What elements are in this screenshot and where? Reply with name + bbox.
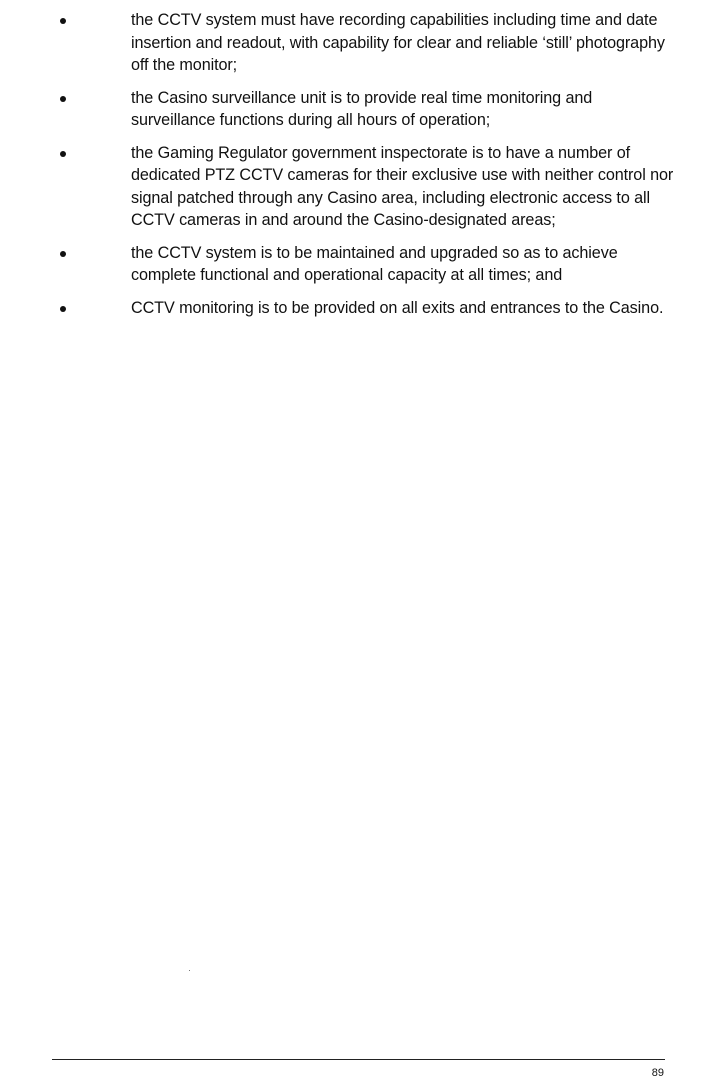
bullet-icon — [60, 151, 66, 157]
list-item — [0, 87, 727, 132]
bullet-list — [0, 9, 727, 329]
list-item — [0, 297, 727, 320]
bullet-icon — [60, 306, 66, 312]
scan-speck — [189, 970, 190, 971]
list-item-text: CCTV monitoring is to be provided on all exits and entrances to the Casino. — [131, 298, 664, 317]
bullet-icon — [60, 96, 66, 102]
list-item — [0, 142, 727, 232]
list-item-text: the CCTV system is to be maintained and upgraded so as to achieve complete functional and operational capacity at all times; and — [131, 243, 618, 284]
bullet-icon — [60, 251, 66, 257]
list-item-text: the Casino surveillance unit is to provide real time monitoring and surveillance functions during all hours of operation; — [131, 88, 593, 129]
list-item — [0, 242, 727, 287]
page-number: 89 — [651, 1067, 664, 1079]
bullet-icon — [60, 18, 66, 24]
list-item-text: the CCTV system must have recording capabilities including time and date insertion and readout, with capability for clear and reliable ‘still’ photography off the monitor; — [131, 11, 665, 74]
list-item-text: the Gaming Regulator government inspectorate is to have a number of dedicated PTZ CCTV cameras for their exclusive use with neither control nor signal patched through any Casino area, including electronic access to all CCTV cameras in and around the Casino-designated areas; — [131, 143, 674, 229]
footer-divider — [52, 1059, 665, 1060]
list-item — [0, 9, 727, 77]
